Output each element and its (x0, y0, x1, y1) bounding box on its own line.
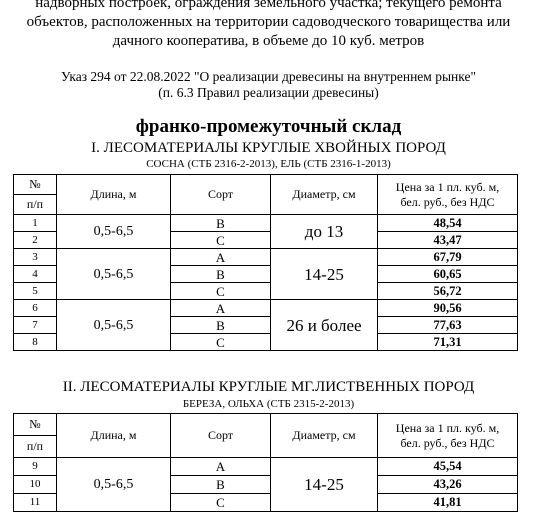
row-number: 8 (14, 334, 57, 351)
header-length: Длина, м (57, 414, 171, 458)
price-cell: 41,81 (378, 494, 518, 512)
grade-cell: В (171, 317, 271, 334)
row-number: 10 (14, 476, 57, 494)
table-header (14, 175, 518, 215)
header-price-line-2: бел. руб., без НДС (400, 194, 495, 209)
decree-line-1: Указ 294 от 22.08.2022 "О реализации древесины на внутреннем рынке" (60, 69, 476, 84)
header-num: № (14, 414, 57, 436)
price-table-deciduous (13, 413, 518, 512)
price-cell: 77,63 (378, 317, 518, 334)
grade-cell: С (171, 494, 271, 512)
header-price-line-1: Цена за 1 пл. куб. м, (395, 420, 500, 435)
table-row (14, 458, 518, 476)
header-num-bottom: п/п (14, 195, 57, 215)
diameter-cell: 26 и более (271, 300, 378, 351)
section-1-subtitle: СОСНА (СТБ 2316-2-2013), ЕЛЬ (СТБ 2316-1-2013) (146, 158, 391, 170)
grade-cell: А (171, 458, 271, 476)
header-num: № (14, 175, 57, 195)
table-row (14, 215, 518, 232)
table-row (14, 300, 518, 317)
length-cell: 0,5-6,5 (57, 215, 171, 249)
diameter-cell: 14-25 (271, 249, 378, 300)
price-cell: 60,65 (378, 266, 518, 283)
header-price (378, 175, 518, 215)
price-cell: 45,54 (378, 458, 518, 476)
intro-text (0, 0, 537, 51)
row-number: 11 (14, 494, 57, 512)
length-cell: 0,5-6,5 (57, 300, 171, 351)
table-body (14, 215, 518, 351)
intro-line-3: дачного кооператива, в объеме до 10 куб. метров (112, 33, 425, 49)
header-grade: Сорт (171, 414, 271, 458)
row-number: 4 (14, 266, 57, 283)
section-1-title: I. ЛЕСОМАТЕРИАЛЫ КРУГЛЫЕ ХВОЙНЫХ ПОРОД (91, 140, 446, 156)
table-body (14, 458, 518, 512)
header-price-line-1: Цена за 1 пл. куб. м, (395, 179, 500, 194)
grade-cell: В (171, 266, 271, 283)
header-price-line-2: бел. руб., без НДС (400, 435, 495, 450)
row-number: 1 (14, 215, 57, 232)
row-number: 6 (14, 300, 57, 317)
header-diameter: Диаметр, см (271, 414, 378, 458)
section-2-title: II. ЛЕСОМАТЕРИАЛЫ КРУГЛЫЕ МГ.ЛИСТВЕННЫХ ПОРОД (62, 379, 475, 395)
price-cell: 56,72 (378, 283, 518, 300)
decree-reference (0, 69, 537, 101)
header-diameter: Диаметр, см (271, 175, 378, 215)
price-cell: 67,79 (378, 249, 518, 266)
table-header (14, 414, 518, 458)
grade-cell: С (171, 232, 271, 249)
section-2-subtitle: БЕРЕЗА, ОЛЬХА (СТБ 2315-2-2013) (182, 398, 355, 410)
price-cell: 48,54 (378, 215, 518, 232)
price-cell: 71,31 (378, 334, 518, 351)
row-number: 7 (14, 317, 57, 334)
intro-line-2: объектов, расположенных на территории садоводческого товарищества или (26, 14, 511, 30)
price-table-coniferous (13, 174, 518, 351)
grade-cell: С (171, 283, 271, 300)
table-row (14, 249, 518, 266)
row-number: 2 (14, 232, 57, 249)
row-number: 5 (14, 283, 57, 300)
grade-cell: А (171, 249, 271, 266)
grade-cell: В (171, 476, 271, 494)
header-num-bottom: п/п (14, 436, 57, 458)
header-grade: Сорт (171, 175, 271, 215)
intro-line-1: надворных построек, ограждения земельного участка; текущего ремонта (35, 0, 502, 11)
row-number: 3 (14, 249, 57, 266)
price-cell: 90,56 (378, 300, 518, 317)
warehouse-title: франко-промежуточный склад (135, 116, 402, 137)
length-cell: 0,5-6,5 (57, 458, 171, 512)
grade-cell: С (171, 334, 271, 351)
decree-line-2: (п. 6.3 Правил реализации древесины) (158, 85, 379, 100)
price-cell: 43,26 (378, 476, 518, 494)
diameter-cell: до 13 (271, 215, 378, 249)
price-cell: 43,47 (378, 232, 518, 249)
header-length: Длина, м (57, 175, 171, 215)
length-cell: 0,5-6,5 (57, 249, 171, 300)
diameter-cell: 14-25 (271, 458, 378, 512)
header-price (378, 414, 518, 458)
grade-cell: А (171, 300, 271, 317)
row-number: 9 (14, 458, 57, 476)
grade-cell: В (171, 215, 271, 232)
